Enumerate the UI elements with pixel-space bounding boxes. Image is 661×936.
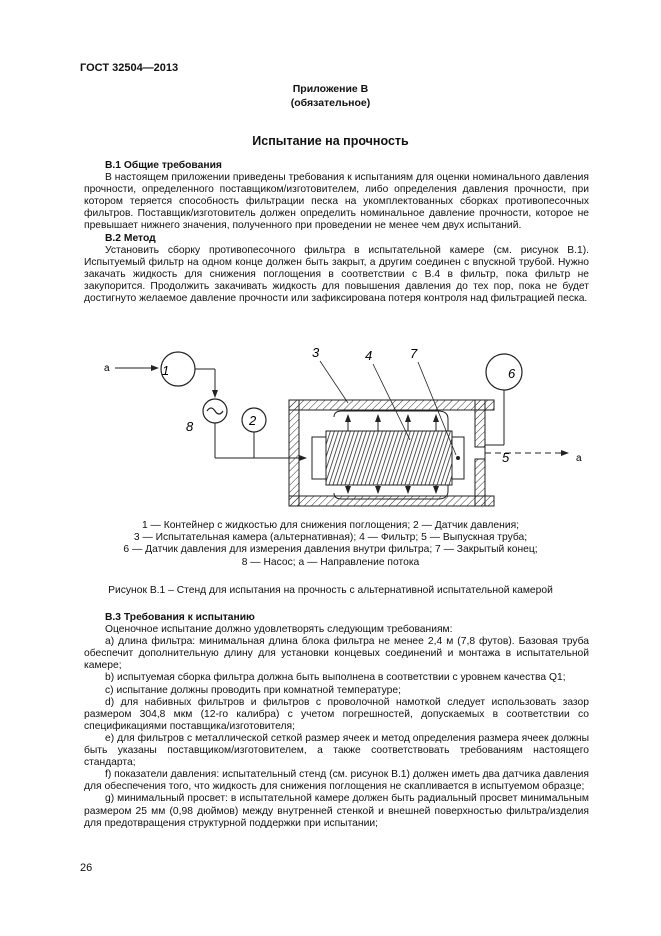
filter-4-body <box>326 431 452 485</box>
b3-heading: B.3 Требования к испытанию <box>105 612 255 623</box>
section-b3 <box>84 612 589 830</box>
annex-status: (обязательное) <box>290 97 371 109</box>
test-stand-figure <box>90 345 590 520</box>
chamber-bottom-wall <box>289 496 494 506</box>
label-1: 1 <box>162 363 170 378</box>
b2-heading: B.2 Метод <box>105 232 156 244</box>
b3-item: f) показатели давления: испытательный стенд (см. рисунок B.1) должен иметь два датчика давления для обеспечения того, что жидкость для снижения поглощения не скапливается в испытуемом образце; <box>84 769 589 793</box>
b3-item: c) испытание должны проводить при комнатной температуре; <box>105 684 401 696</box>
chamber-right-wall-bottom <box>475 459 485 506</box>
section-title: Испытание на прочность <box>252 134 409 148</box>
legend-line: 6 — Датчик давления для измерения давления внутри фильтра; 7 — Закрытый конец; <box>123 544 538 556</box>
filter-end-left <box>312 437 326 479</box>
b3-item: g) минимальный просвет: в испытательной камере должен быть радиальный просвет минимальным размером 25 мм (0,98 дюймов) между внутренней стенкой и внешней поверхностью фильтра/изделия для предотвращения структурной поддержки при испытании; <box>84 793 589 829</box>
b1-text: В настоящем приложении приведены требования к испытаниям для оценки номинального давления прочности, определенного поставщиком/изготовителем, либо определения давления прочности, при котором теряется способность фильтрации песка на укомплектованных сборках противопесочных фильтров. Поставщик/изготовитель должен определить номинальное давление прочности, которое не превышает нижнего значения, полученного при проведении не менее чем двух испытаний. <box>84 172 589 232</box>
b3-item: e) для фильтров с металлической сеткой размер ячеек и метод определения размера ячеек должны быть указаны поставщиком/изготовителем, а также соответствовать требованиям настоящего стандарта; <box>84 732 589 769</box>
section-b1 <box>84 160 589 305</box>
figure-legend <box>0 520 661 569</box>
chamber-right-wall-top <box>475 400 485 447</box>
pressure-sensor-6-icon <box>486 354 522 390</box>
label-a-out: a <box>576 453 582 464</box>
b3-item: d) для набивных фильтров и фильтров с проволочной намоткой следует использовать зазор размером 304,8 мкм (12-го калибра) с учетом погрешностей, допускаемых в соответствии со спецификациями поставщика/изготовителя; <box>84 696 589 732</box>
b3-item: а) длина фильтра: минимальная длина блока фильтра не менее 2,4 м (7,8 футов). Базовая труба обеспечит дополнительную длину для установки концевых соединений и монтажа в испытательной камере; <box>84 636 589 672</box>
page-number: 26 <box>80 862 93 874</box>
figure-title: Рисунок B.1 – Стенд для испытания на прочность с альтернативной испытательной камерой <box>108 585 553 596</box>
label-4: 4 <box>365 348 373 363</box>
legend-line: 3 — Испытательная камера (альтернативная); 4 — Фильтр; 5 — Выпускная труба; <box>133 532 528 544</box>
label-a-in: a <box>104 363 110 374</box>
label-7: 7 <box>410 346 418 361</box>
label-2: 2 <box>249 413 257 428</box>
b2-text: Установить сборку противопесочного фильтра в испытательной камере (см. рисунок B.1). Испытуемый фильтр на одном конце должен быть закрыт, а другим соединен с впускной трубой. Нужно закачать жидкость для снижения поглощения в соответствии с B.4 в фильтр, пока фильтр не закупорится. Продолжить закачивать жидкость для повышения давления до тех пор, пока не будет достигнуто желаемое давление прочности или зафиксирована потеря контроля над фильтрацией песка. <box>84 244 589 305</box>
b1-heading: B.1 Общие требования <box>105 160 222 171</box>
document-header: ГОСТ 32504—2013 <box>80 62 179 74</box>
label-6: 6 <box>508 366 516 381</box>
legend-line: 1 — Контейнер с жидкостью для снижения поглощения; 2 — Датчик давления; <box>141 520 520 531</box>
chamber-left-wall <box>289 400 299 506</box>
b3-item: Оценочное испытание должно удовлетворять следующим требованиям: <box>105 624 453 636</box>
label-8: 8 <box>186 419 194 434</box>
legend-line: 8 — Насос; а — Направление потока <box>241 556 420 568</box>
b3-item: b) испытуемая сборка фильтра должна быть выполнена в соответствии с уровнем качества Q1; <box>105 672 566 684</box>
label-3: 3 <box>312 345 320 360</box>
annex-title: Приложение B <box>292 83 369 95</box>
label-5: 5 <box>502 450 510 465</box>
